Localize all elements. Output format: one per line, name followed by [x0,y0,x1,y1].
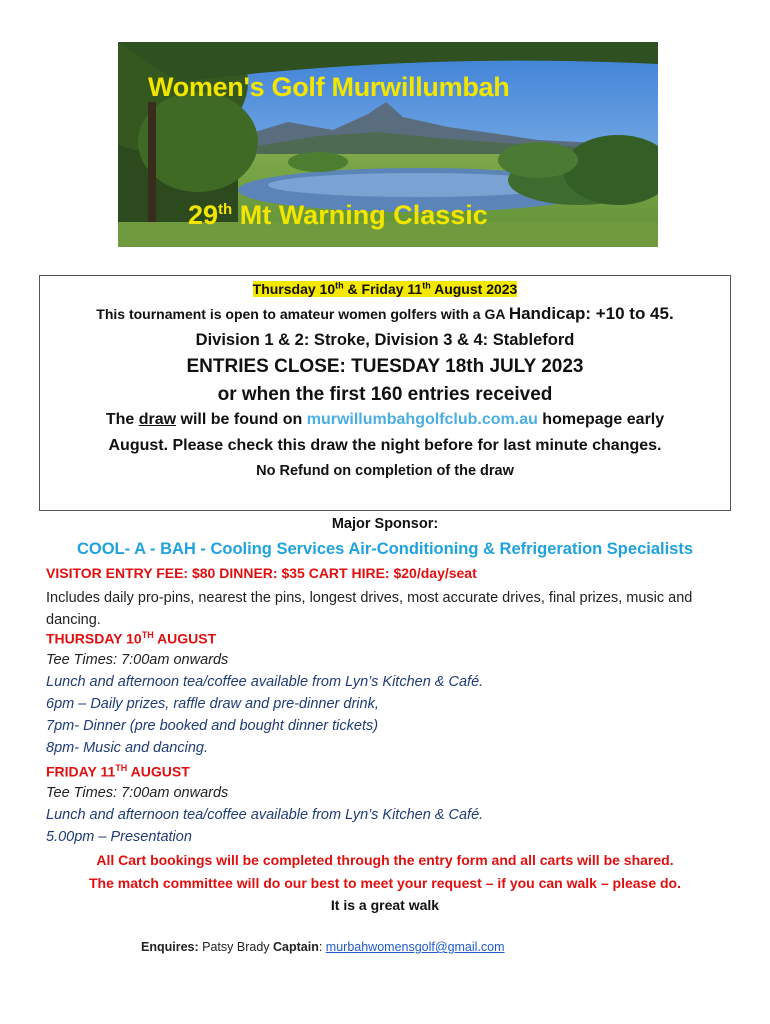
cart-notice: All Cart bookings will be completed through the entry form and all carts will be shared. [96,852,674,868]
sponsor-name: COOL- A - BAH - Cooling Services Air-Conditioning & Refrigeration Specialists [76,540,694,558]
thursday-item: 8pm- Music and dancing. [46,740,208,756]
hero-subtitle: 29th Mt Warning Classic [188,200,488,230]
info-box [39,275,731,511]
thursday-heading: THURSDAY 10TH AUGUST [46,630,217,647]
hero-photo [118,42,658,247]
eligibility-line: This tournament is open to amateur women golfers with a GA Handicap: +10 to 45. [96,304,674,323]
club-website-link[interactable]: murwillumbahgolfclub.com.au [306,411,538,428]
entries-limit: or when the first 160 entries received [217,384,553,405]
hero-title: Women's Golf Murwillumbah [148,72,510,102]
thursday-item: Lunch and afternoon tea/coffee available from Lyn’s Kitchen & Café. [46,674,484,690]
enquiries-line: Enquires: Patsy Brady Captain: murbahwomensgolf@gmail.com [141,940,505,954]
great-walk-line: It is a great walk [330,897,440,913]
walk-request-notice: The match committee will do our best to meet your request – if you can walk – please do. [88,875,682,891]
thursday-tee-times: Tee Times: 7:00am onwards [46,652,229,668]
friday-heading: FRIDAY 11TH AUGUST [46,763,190,780]
thursday-item: 6pm – Daily prizes, raffle draw and pre-dinner drink, [46,696,379,712]
thursday-item: 7pm- Dinner (pre booked and bought dinner tickets) [46,718,379,734]
draw-line: The draw will be found on murwillumbahgolfclub.com.au homepage early [105,411,665,428]
captain-email-link[interactable]: murbahwomensgolf@gmail.com [325,940,505,954]
entries-close: ENTRIES CLOSE: TUESDAY 18th JULY 2023 [186,356,584,377]
no-refund-notice: No Refund on completion of the draw [256,463,514,479]
friday-item: 5.00pm – Presentation [46,829,192,845]
divisions-line: Division 1 & 2: Stroke, Division 3 & 4: Stableford [195,331,575,349]
friday-tee-times: Tee Times: 7:00am onwards [46,785,229,801]
includes-text: Includes daily pro-pins, nearest the pins, longest drives, most accurate drives, final prizes, music and dancing. [46,590,693,628]
major-sponsor-heading: Major Sponsor: [331,516,439,532]
event-dates: Thursday 10th & Friday 11th August 2023 [252,280,518,297]
friday-item: Lunch and afternoon tea/coffee available from Lyn’s Kitchen & Café. [46,807,484,823]
fees-line: VISITOR ENTRY FEE: $80 DINNER: $35 CART HIRE: $20/day/seat [46,565,477,581]
draw-line-2: August. Please check this draw the night before for last minute changes. [108,437,662,454]
